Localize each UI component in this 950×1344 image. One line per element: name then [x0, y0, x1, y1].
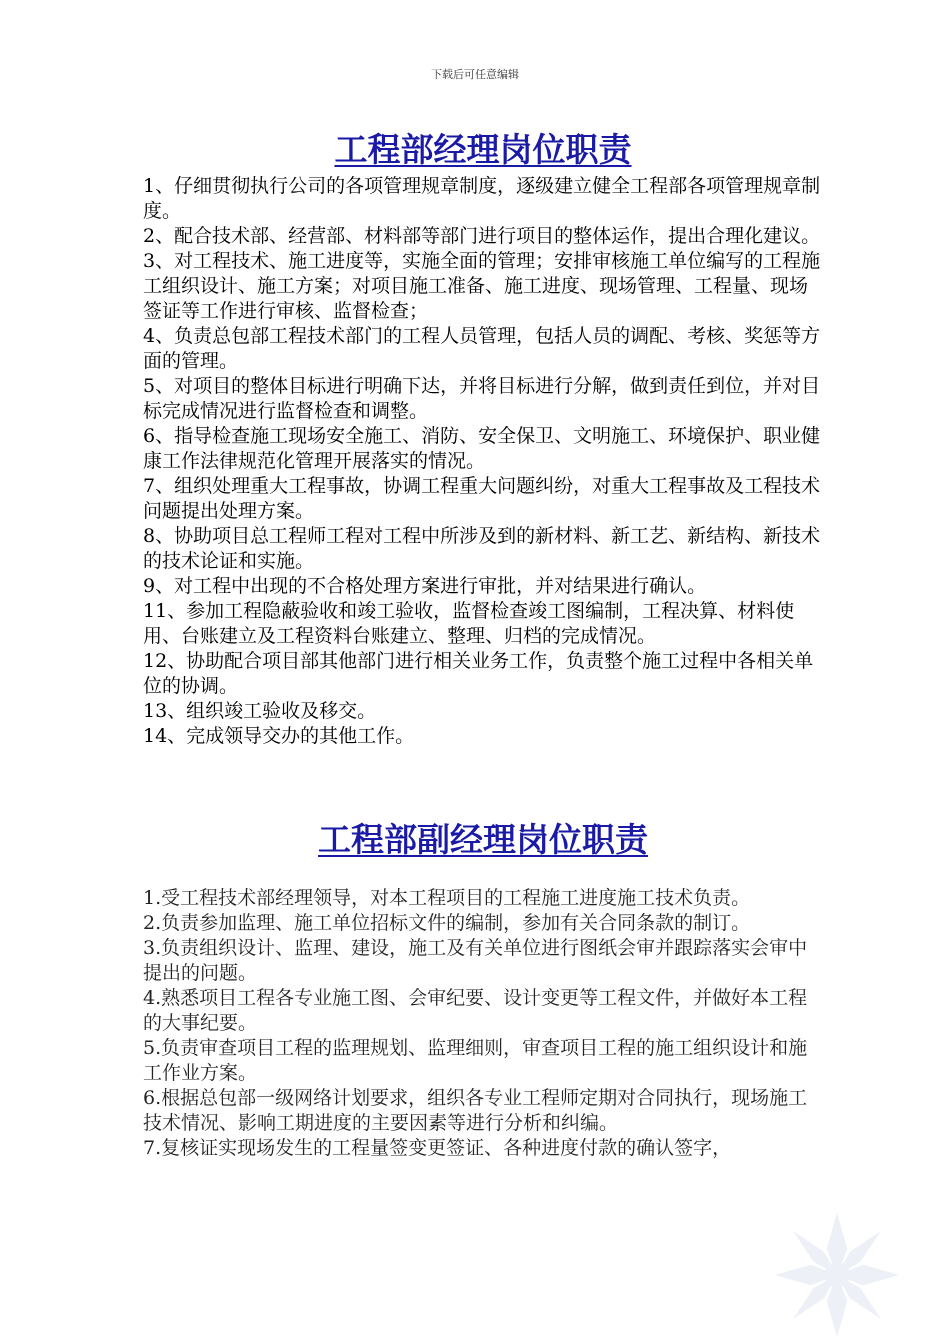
list-item: 5、对项目的整体目标进行明确下达，并将目标进行分解，做到责任到位，并对目标完成情况进行监督检查和调整。: [143, 375, 821, 422]
snowflake-watermark-icon: [772, 1210, 902, 1340]
list-item: 7.复核证实现场发生的工程量签变更签证、各种进度付款的确认签字，: [143, 1137, 732, 1159]
list-item: 11、参加工程隐蔽验收和竣工验收，监督检查竣工图编制，工程决算、材料使用、台账建立及工程资料台账建立、整理、归档的完成情况。: [143, 600, 795, 647]
duty-list: [143, 886, 823, 1161]
list-item: 5.负责审查项目工程的监理规划、监理细则，审查项目工程的施工组织设计和施工作业方案。: [143, 1037, 808, 1084]
list-item: 1、仔细贯彻执行公司的各项管理规章制度，逐级建立健全工程部各项管理规章制度。: [143, 175, 821, 222]
section-title: 工程部副经理岗位职责: [318, 820, 648, 859]
list-item: 2、配合技术部、经营部、材料部等部门进行项目的整体运作，提出合理化建议。: [143, 225, 821, 247]
duty-list: [143, 174, 823, 749]
list-item: 7、组织处理重大工程事故，协调工程重大问题纠纷，对重大工程事故及工程技术问题提出处理方案。: [143, 475, 821, 522]
list-item: 9、对工程中出现的不合格处理方案进行审批，并对结果进行确认。: [143, 575, 707, 597]
section-title: 工程部经理岗位职责: [334, 130, 632, 169]
list-item: 6.根据总包部一级网络计划要求，组织各专业工程师定期对合同执行，现场施工技术情况、影响工期进度的主要因素等进行分析和纠编。: [143, 1087, 808, 1134]
list-item: 12、协助配合项目部其他部门进行相关业务工作，负责整个施工过程中各相关单位的协调。: [143, 650, 814, 697]
header-note: 下载后可任意编辑: [431, 68, 519, 81]
list-item: 4、负责总包部工程技术部门的工程人员管理，包括人员的调配、考核、奖惩等方面的管理。: [143, 325, 821, 372]
list-item: 8、协助项目总工程师工程对工程中所涉及到的新材料、新工艺、新结构、新技术的技术论证和实施。: [143, 525, 821, 572]
list-item: 4.熟悉项目工程各专业施工图、会审纪要、设计变更等工程文件，并做好本工程的大事纪要。: [143, 987, 808, 1034]
list-item: 14、完成领导交办的其他工作。: [143, 725, 415, 747]
list-item: 13、组织竣工验收及移交。: [143, 700, 377, 722]
list-item: 6、指导检查施工现场安全施工、消防、安全保卫、文明施工、环境保护、职业健康工作法律规范化管理开展落实的情况。: [143, 425, 821, 472]
list-item: 1.受工程技术部经理领导，对本工程项目的工程施工进度施工技术负责。: [143, 887, 751, 909]
list-item: 3、对工程技术、施工进度等，实施全面的管理；安排审核施工单位编写的工程施工组织设计、施工方案；对项目施工准备、施工进度、现场管理、工程量、现场签证等工作进行审核、监督检查；: [143, 250, 821, 322]
section-manager-duties: [143, 130, 823, 749]
section-deputy-manager-duties: [143, 820, 823, 1161]
list-item: 3.负责组织设计、监理、建设，施工及有关单位进行图纸会审并跟踪落实会审中提出的问题。: [143, 937, 808, 984]
list-item: 2.负责参加监理、施工单位招标文件的编制，参加有关合同条款的制订。: [143, 912, 751, 934]
